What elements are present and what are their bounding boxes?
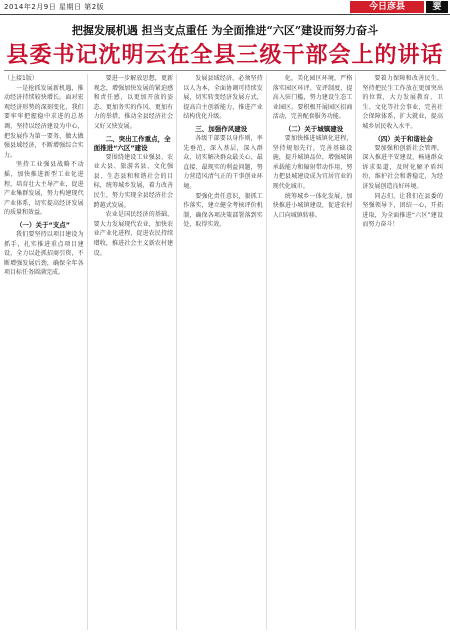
article-column <box>4 74 88 630</box>
article-column <box>362 74 446 630</box>
body-paragraph: 农业是国民经济的基础，要大力发展现代农业，加快农业产业化进程，促进农民持续增收，推进社会主义新农村建设。 <box>93 211 174 257</box>
article-column <box>273 74 357 630</box>
article-kicker: 把握发展机遇 担当支点重任 为全面推进“六区”建设而努力奋斗 <box>71 24 379 37</box>
body-paragraph: 要加强和创新社会管理，深入推进平安建设，畅通群众诉求渠道，及时化解矛盾纠纷，维护社会和谐稳定，为经济发展创造良好环境。 <box>362 144 443 190</box>
article-column <box>94 74 178 630</box>
section-badge: 要 <box>426 1 448 13</box>
body-paragraph: 发展县域经济，必须坚持以人为本，全面协调可持续发展，切实转变经济发展方式，提高自主创新能力，推进产业结构优化升级。 <box>183 75 263 121</box>
section-subheading: 二、突出工作重点，全面推进“六区”建设 <box>93 134 171 152</box>
header-date-line <box>4 2 104 12</box>
body-paragraph: 要着力保障和改善民生，坚持把民生工作放在更加突出的位置，大力发展教育、卫生、文化等社会事业，完善社会保障体系，扩大就业，提高城乡居民收入水平。 <box>362 75 443 130</box>
article-column <box>183 74 267 630</box>
body-paragraph: 一是抢抓发展新机遇，推动经济持续较快增长。面对宏观经济形势的深刻变化，我们要牢牢把握稳中求进的总基调，坚持以经济建设为中心，把发展作为第一要务，做大做强县域经济，不断增强综合实力。 <box>4 84 84 159</box>
issue-date: 2014年2月9日 <box>4 3 57 11</box>
body-paragraph: 同志们，让我们在县委的坚强领导下，团结一心，开拓进取，为全面推进“六区”建设而努力奋斗！ <box>362 192 443 229</box>
section-subheading: （四）关于和谐社会 <box>374 134 433 143</box>
body-paragraph: 我们要坚持以项目建设为抓手，扎实推进重点项目建设，全力以赴抓招商引资，不断增强发展后劲，确保全年各项目标任务圆满完成。 <box>4 230 84 277</box>
article-body <box>4 74 446 630</box>
article-headline: 县委书记沈明云在全县三级干部会上的讲话 <box>6 43 444 68</box>
body-paragraph: 要加快推进城镇化进程，坚持规划先行，完善基础设施，提升城镇品位，增强城镇承载能力和辐射带动作用，努力把县城建设成为宜居宜业的现代化城市。 <box>272 134 353 190</box>
body-paragraph: 化，美化园区环境，严格落实园区环评、安评制度，提高入驻门槛，努力建设生态工业园区。要积极开展园区招商活动，完善配套服务功能。 <box>272 75 353 121</box>
body-paragraph: 各级干部要以身作则，率先垂范，深入基层，深入群众，切实解决群众最关心、最直接、最现实的利益问题，努力营造风清气正的干事创业环境。 <box>183 134 263 190</box>
section-subheading: （一）关于“支点” <box>16 220 71 229</box>
section-subheading: 三、加强作风建设 <box>195 124 248 133</box>
issue-weekday: 星期日 <box>58 3 82 11</box>
section-subheading: （二）关于城镇建设 <box>284 124 344 133</box>
headline-divider <box>4 70 446 71</box>
body-paragraph: 统筹城乡一体化发展，加快推进小城镇建设，促进农村人口向城镇转移。 <box>272 192 353 219</box>
body-paragraph: 要围绕建设工业强县、农业大县、旅游名县、文化强县、生态县和和谐社会的目标，统筹城乡发展，着力改善民生，努力实现全县经济社会跨越式发展。 <box>93 153 174 209</box>
page-number: 第2版 <box>84 3 105 11</box>
body-paragraph: 要进一步解放思想，更新观念，增强加快发展的紧迫感和责任感，以更加开放的姿态、更加务实的作风、更加有力的举措，推动全县经济社会又好又快发展。 <box>93 75 174 130</box>
continuation-note: （上接1版） <box>4 75 38 82</box>
body-paragraph: 坚持工业强县战略不动摇，加快推进新型工业化进程，培育壮大主导产业，促进产业集群发展，努力构建现代产业体系，切实提高经济发展的质量和效益。 <box>4 161 84 217</box>
body-paragraph: 要强化责任意识，狠抓工作落实，建立健全考核评价机制，确保各项决策部署落到实处，取得实效。 <box>183 192 263 229</box>
masthead-logo: 今日彦县 <box>350 1 424 13</box>
page-header <box>0 0 450 15</box>
